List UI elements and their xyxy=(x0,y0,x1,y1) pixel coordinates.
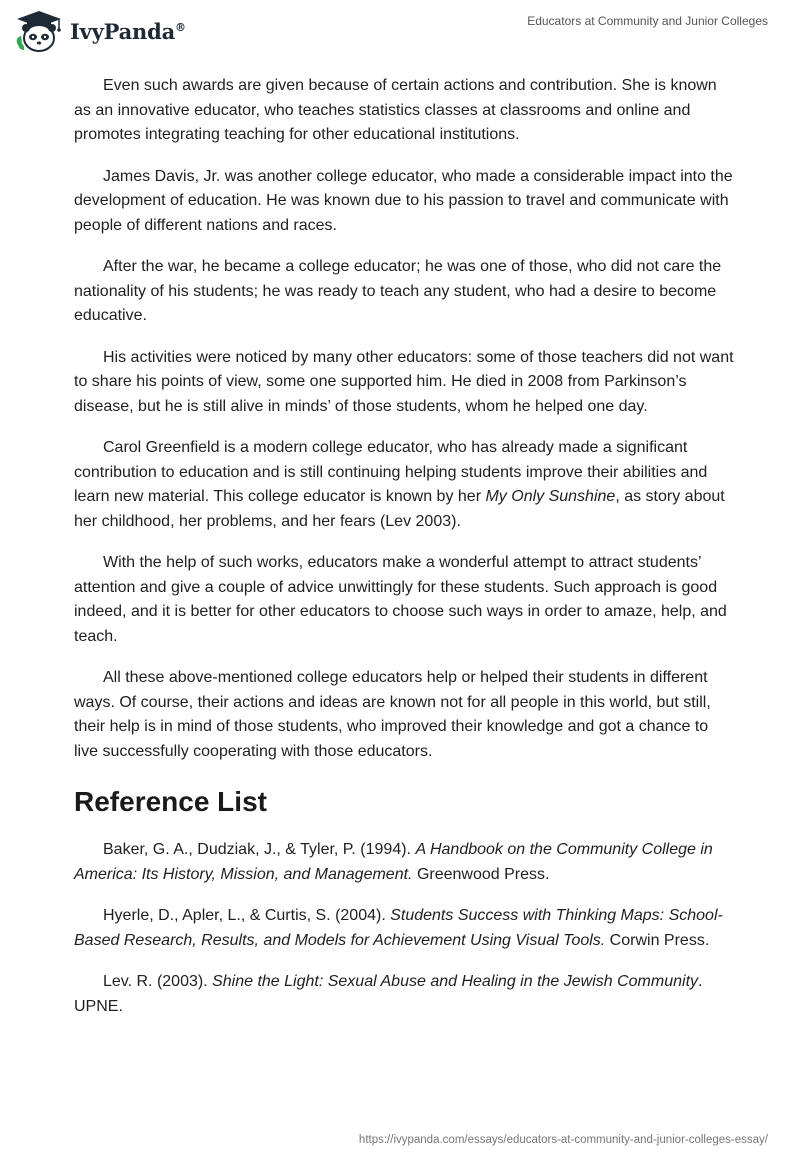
reference-publisher: Greenwood Press. xyxy=(412,865,550,883)
paragraph: After the war, he became a college educator; he was one of those, who did not care the nationality of his students; he was ready to teach any student, who had a desire to become educative. xyxy=(74,258,722,324)
reference-publisher: . UPNE. xyxy=(74,973,703,1015)
reference-list-heading: Reference List xyxy=(74,786,267,817)
book-title: My Only Sunshine xyxy=(485,488,616,505)
brand-name-text: IvyPanda xyxy=(70,18,176,44)
reference-authors: Hyerle, D., Apler, L., & Curtis, S. (2004). xyxy=(103,907,391,924)
paragraph: All these above-mentioned college educators help or helped their students in different ways. Of course, their actions and ideas are known not for all people in this world, but still, their help is in mind of those students, who improved their knowledge and got a chance to live successfully cooperating with those educators. xyxy=(74,669,711,760)
paragraph: Even such awards are given because of certain actions and contribution. She is known as an innovative educator, who teaches statistics classes at classrooms and online and promotes integrating teaching for other educational institutions. xyxy=(74,77,717,143)
paragraph-text: Carol Greenfield is a modern college educator, who has already made a significant contribution to education and is still continuing helping students improve their abilities and learn new material. This college educator is known by her xyxy=(74,439,708,505)
source-url[interactable]: https://ivypanda.com/essays/educators-at-community-and-junior-colleges-essay/ xyxy=(358,1134,768,1146)
brand-name xyxy=(70,19,186,44)
paragraph: His activities were noticed by many other educators: some of those teachers did not want to share his points of view, some one supported him. He died in 2008 from Parkinson’s disease, but he is still alive in minds’ of those students, whom he helped one day. xyxy=(74,348,734,415)
reference-title: Shine the Light: Sexual Abuse and Healing in the Jewish Community xyxy=(212,973,699,990)
reference-entry xyxy=(74,838,734,887)
reference-entry xyxy=(74,970,734,1019)
paragraph-text: , as story about her childhood, her problems, and her fears (Lev 2003). xyxy=(74,488,725,530)
reference-authors: Baker, G. A., Dudziak, J., & Tyler, P. (1994). xyxy=(103,841,416,858)
page-header xyxy=(0,0,800,62)
paragraph xyxy=(74,436,734,534)
reference-title: A Handbook on the Community College in America: Its History, Mission, and Management. xyxy=(74,841,713,883)
reference-title: Students Success with Thinking Maps: School-Based Research, Results, and Models for Achievement Using Visual Tools. xyxy=(74,907,723,949)
registered-mark: ® xyxy=(175,20,186,34)
ivypanda-logo[interactable] xyxy=(14,9,186,53)
paragraph: James Davis, Jr. was another college educator, who made a considerable impact into the development of education. He was known due to his passion to travel and communicate with people of different nations and races. xyxy=(74,167,733,234)
reference-publisher: Corwin Press. xyxy=(605,931,710,949)
paragraph: With the help of such works, educators make a wonderful attempt to attract students’ attention and give a couple of advice unwittingly for these students. Such approach is good indeed, and it is better for other educators to choose such ways in order to amaze, help, and teach. xyxy=(74,554,727,645)
panda-graduate-icon xyxy=(14,9,64,53)
essay-body xyxy=(74,74,734,1036)
document-title: Educators at Community and Junior Colleges xyxy=(527,14,768,28)
reference-authors: Lev. R. (2003). xyxy=(103,973,213,990)
reference-entry xyxy=(74,904,734,953)
